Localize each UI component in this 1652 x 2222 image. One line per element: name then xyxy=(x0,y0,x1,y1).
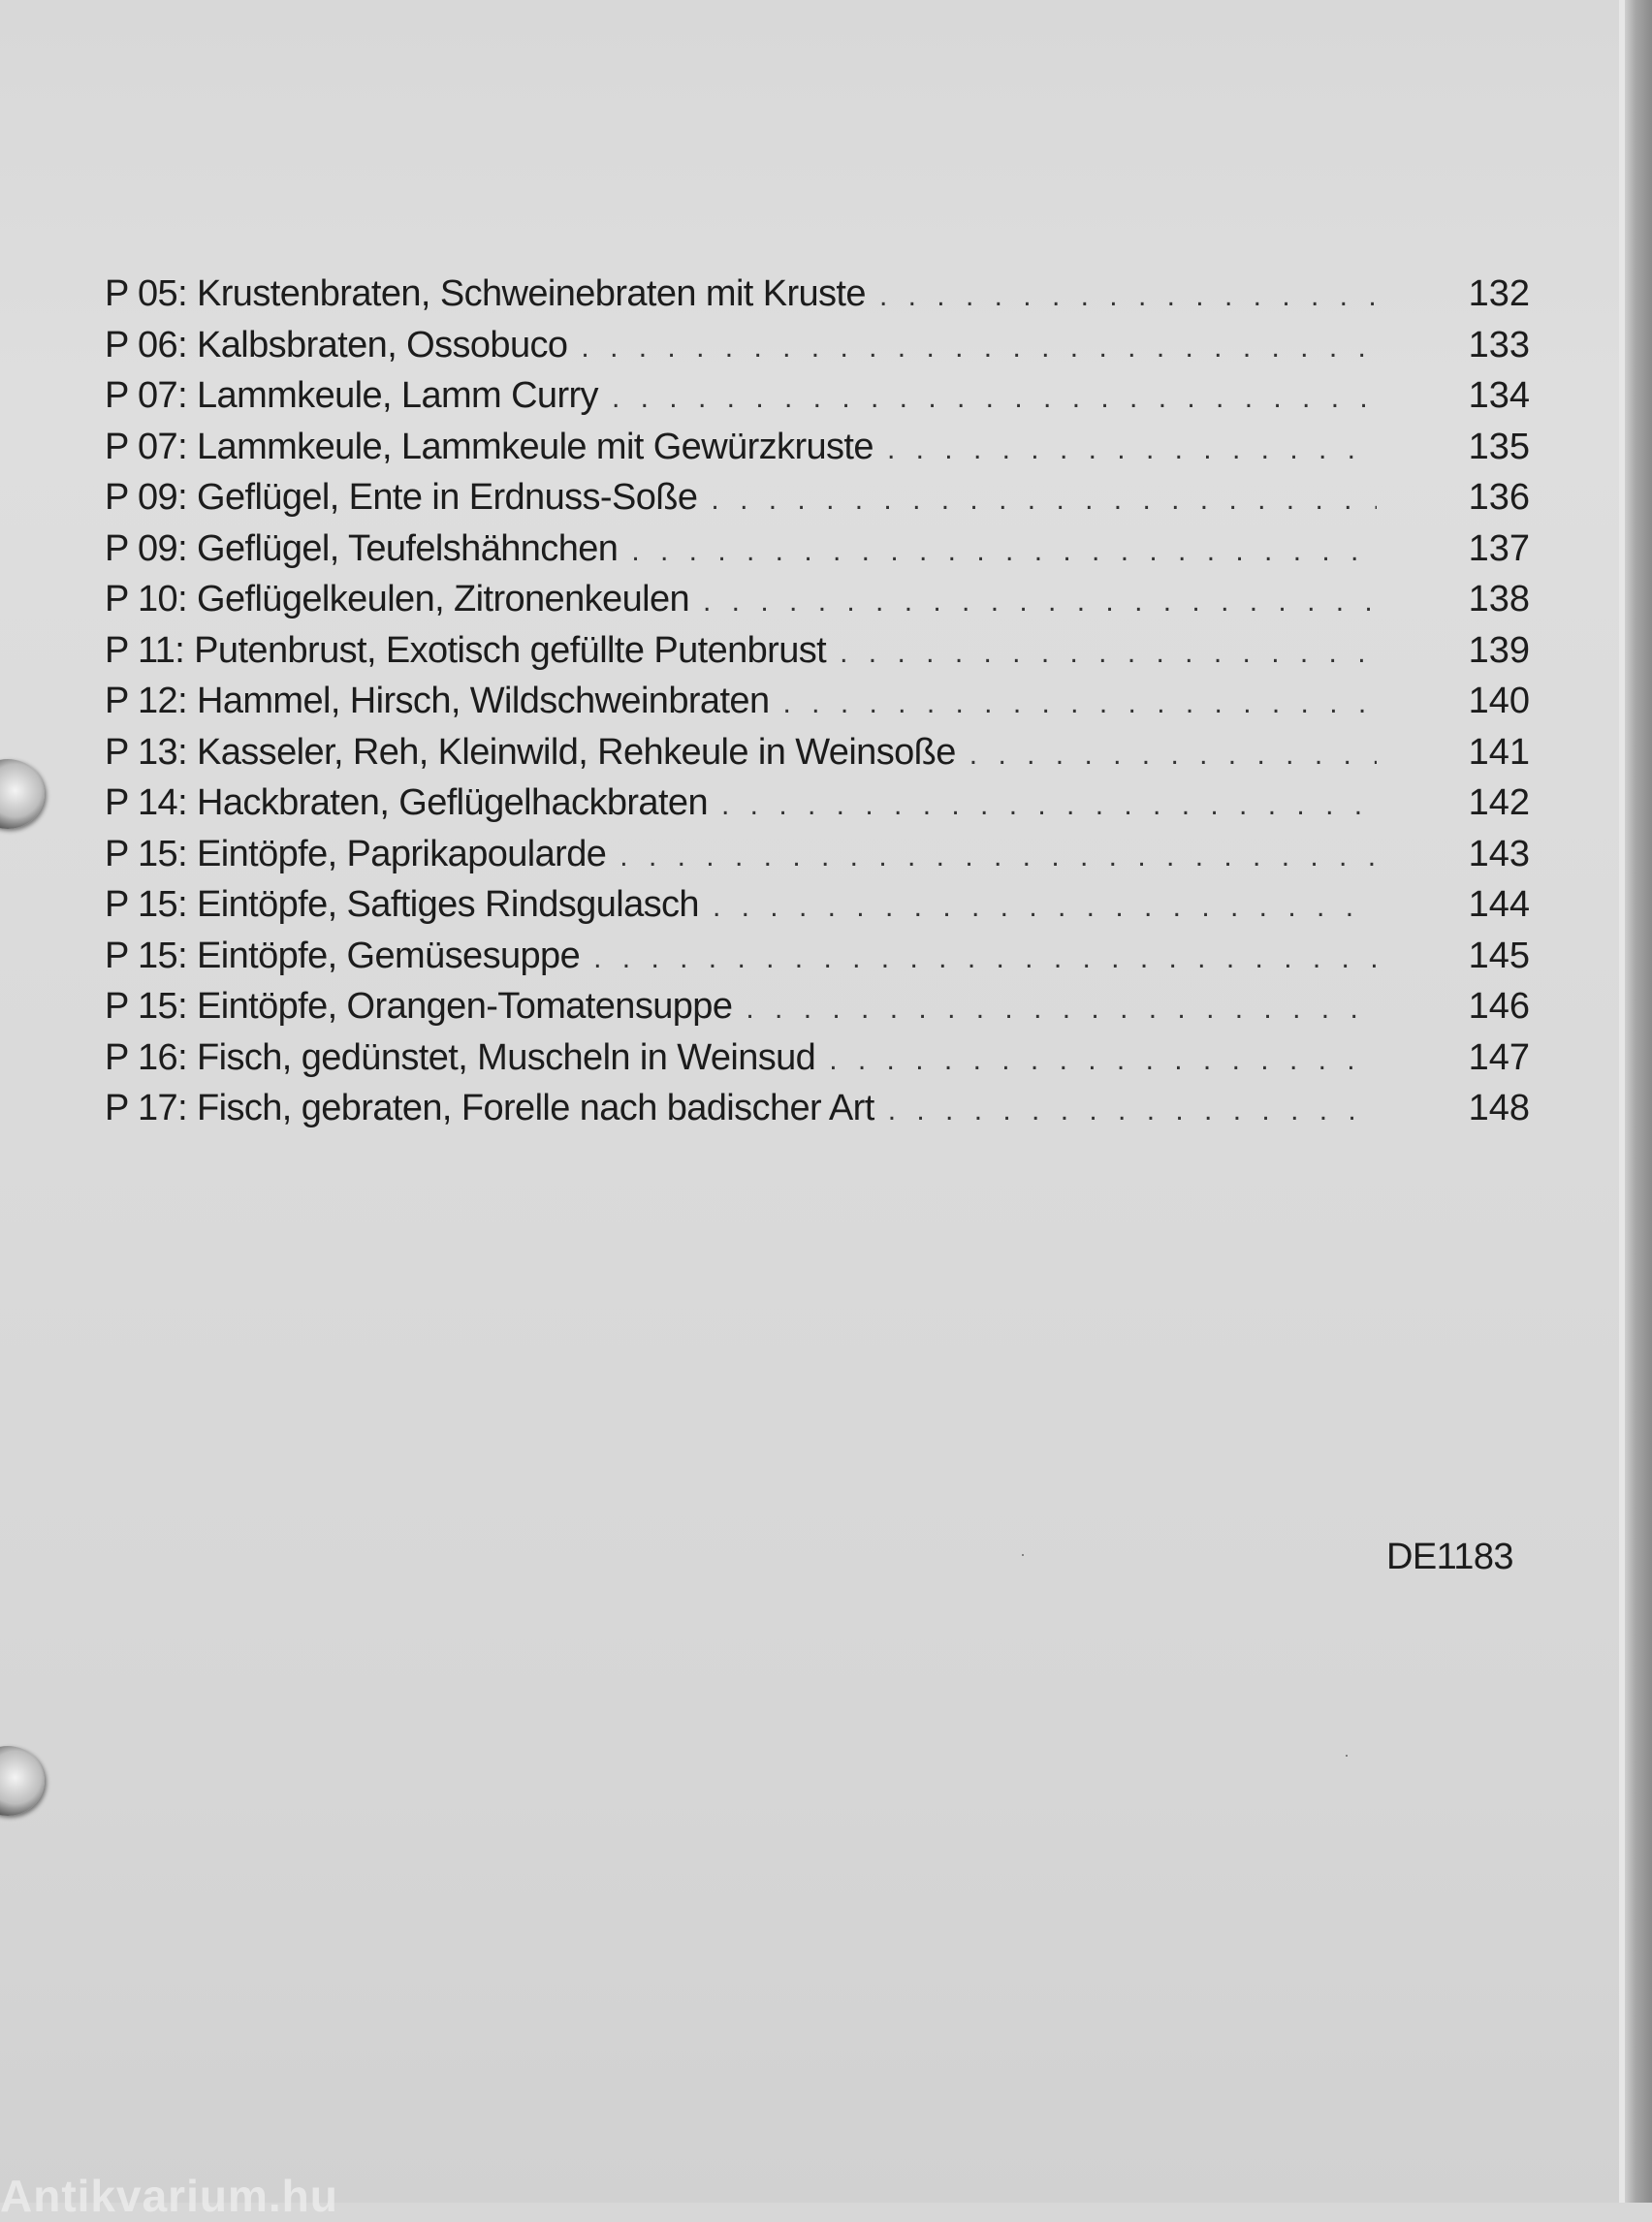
toc-entry-title: P 06: Kalbsbraten, Ossobuco xyxy=(105,324,568,365)
toc-entry-title: P 09: Geflügel, Teufelshähnchen xyxy=(105,527,619,569)
toc-leader-dots xyxy=(840,637,1377,670)
toc-entry xyxy=(105,986,1530,1037)
page-edge-shadow xyxy=(1625,0,1652,2203)
toc-leader-dots xyxy=(612,382,1377,415)
toc-entry-page: 134 xyxy=(1468,375,1530,416)
toc-leader-dots xyxy=(713,891,1377,924)
toc-entry xyxy=(105,782,1530,834)
toc-entry xyxy=(105,325,1530,376)
toc-entry-title: P 07: Lammkeule, Lamm Curry xyxy=(105,375,598,416)
toc-entry xyxy=(105,1088,1530,1139)
toc-entry-page: 144 xyxy=(1468,884,1530,925)
toc-entry-title: P 17: Fisch, gebraten, Forelle nach badischer Art xyxy=(105,1088,874,1128)
toc-entry-page: 147 xyxy=(1468,1036,1530,1078)
toc-leader-dots xyxy=(593,942,1377,975)
toc-entry-page: 138 xyxy=(1468,579,1530,619)
toc-entry-title: P 14: Hackbraten, Geflügelhackbraten xyxy=(105,782,708,823)
toc-entry-title: P 05: Krustenbraten, Schweinebraten mit Kruste xyxy=(105,273,866,314)
toc-entry-page: 132 xyxy=(1468,273,1530,314)
toc-entry-title: P 07: Lammkeule, Lammkeule mit Gewürzkruste xyxy=(105,426,874,467)
toc-leader-dots xyxy=(829,1044,1377,1077)
toc-entry-page: 135 xyxy=(1468,426,1530,467)
toc-entry-page: 148 xyxy=(1468,1088,1530,1128)
toc-entry-page: 146 xyxy=(1468,986,1530,1027)
toc-leader-dots xyxy=(969,739,1377,772)
toc-entry xyxy=(105,936,1530,987)
toc-entry-title: P 16: Fisch, gedünstet, Muscheln in Weinsud xyxy=(105,1036,816,1078)
toc-entry xyxy=(105,884,1530,936)
toc-entry xyxy=(105,834,1530,885)
toc-leader-dots xyxy=(746,993,1377,1026)
toc-entry-title: P 15: Eintöpfe, Gemüsesuppe xyxy=(105,935,581,976)
toc-entry-title: P 15: Eintöpfe, Paprikapoularde xyxy=(105,833,607,874)
toc-entry-page: 136 xyxy=(1468,477,1530,518)
toc-entry-page: 141 xyxy=(1468,731,1530,773)
toc-leader-dots xyxy=(879,280,1377,313)
toc-leader-dots xyxy=(888,1095,1377,1127)
toc-entry-page: 140 xyxy=(1468,681,1530,721)
toc-entry-page: 142 xyxy=(1468,782,1530,823)
toc-entry xyxy=(105,630,1530,682)
toc-entry-page: 133 xyxy=(1468,324,1530,365)
binder-hole xyxy=(0,759,45,829)
toc-entry xyxy=(105,732,1530,783)
toc-entry-title: P 13: Kasseler, Reh, Kleinwild, Rehkeule in Weinsoße xyxy=(105,731,956,773)
toc-leader-dots xyxy=(782,687,1377,720)
toc-entry-title: P 15: Eintöpfe, Orangen-Tomatensuppe xyxy=(105,986,733,1027)
paper-speck xyxy=(1022,1554,1024,1556)
toc-entry xyxy=(105,427,1530,478)
toc-entry xyxy=(105,528,1530,580)
toc-leader-dots xyxy=(631,535,1377,568)
table-of-contents xyxy=(105,273,1530,1139)
toc-entry xyxy=(105,579,1530,630)
toc-leader-dots xyxy=(711,484,1377,517)
toc-entry-title: P 12: Hammel, Hirsch, Wildschweinbraten xyxy=(105,681,770,721)
toc-entry-title: P 11: Putenbrust, Exotisch gefüllte Putenbrust xyxy=(105,629,827,671)
toc-entry xyxy=(105,1037,1530,1089)
toc-entry-page: 143 xyxy=(1468,833,1530,874)
toc-leader-dots xyxy=(581,332,1377,365)
toc-entry-title: P 09: Geflügel, Ente in Erdnuss-Soße xyxy=(105,477,698,518)
paper-speck xyxy=(1346,1755,1348,1757)
toc-entry-page: 139 xyxy=(1468,629,1530,671)
toc-entry-page: 137 xyxy=(1468,527,1530,569)
toc-leader-dots xyxy=(703,586,1377,619)
toc-leader-dots xyxy=(721,789,1377,822)
binder-hole xyxy=(0,1746,45,1816)
document-code: DE1183 xyxy=(1386,1537,1513,1577)
toc-leader-dots xyxy=(887,433,1377,466)
toc-entry xyxy=(105,681,1530,732)
toc-entry-title: P 10: Geflügelkeulen, Zitronenkeulen xyxy=(105,579,690,619)
toc-entry xyxy=(105,375,1530,427)
toc-entry-page: 145 xyxy=(1468,935,1530,976)
watermark: Antikvarium.hu xyxy=(0,2171,338,2221)
toc-leader-dots xyxy=(620,841,1377,873)
toc-entry-title: P 15: Eintöpfe, Saftiges Rindsgulasch xyxy=(105,884,699,925)
toc-entry xyxy=(105,477,1530,528)
toc-entry xyxy=(105,273,1530,325)
